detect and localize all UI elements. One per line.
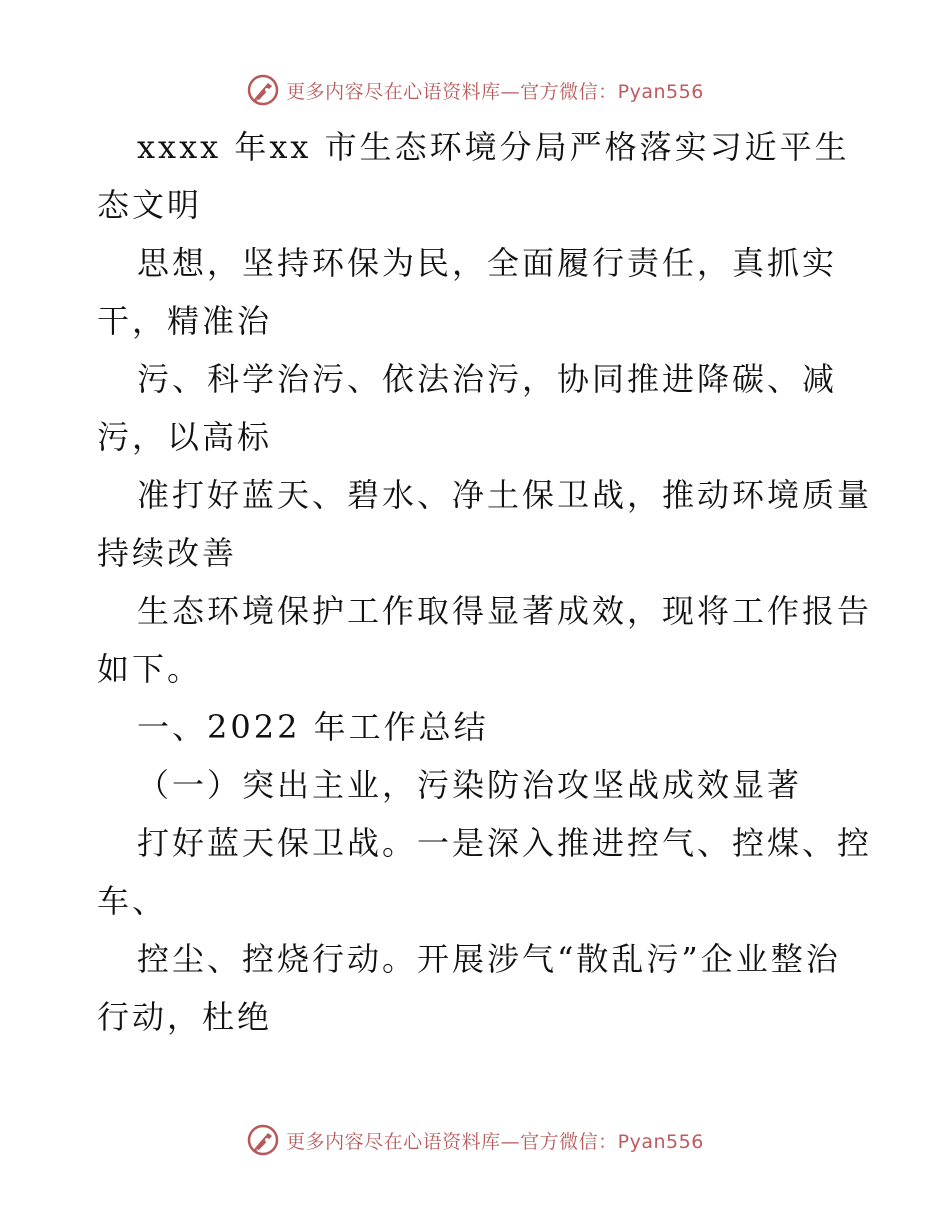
header-banner (0, 70, 950, 110)
text-line: 行动，杜绝 (97, 998, 273, 1036)
wechat-id: Pyan556 (617, 1130, 704, 1153)
text-line: 污、科学治污、依法治污，协同推进降碳、减 (137, 360, 838, 398)
text-line: 一、2022 年工作总结 (137, 708, 489, 746)
pen-circle-logo-icon (246, 1123, 280, 1157)
text-line: 打好蓝天保卫战。一是深入推进控气、控煤、控 (137, 824, 873, 862)
banner-text: 更多内容尽在心语资料库—官方微信：Pyan556 (286, 80, 704, 103)
text-line: 干，精准治 (97, 302, 273, 340)
text-line: 污，以高标 (97, 418, 273, 456)
text-line: 如下。 (97, 650, 203, 688)
text-line: 准打好蓝天、碧水、净土保卫战，推动环境质量 (137, 476, 873, 514)
text-line: 态文明 (97, 186, 203, 224)
footer-banner (0, 1120, 950, 1160)
document-body (97, 118, 873, 1046)
text-line: 控尘、控烧行动。开展涉气“散乱污”企业整治 (137, 940, 841, 978)
text-line: （一）突出主业，污染防治攻坚战成效显著 (137, 766, 803, 804)
text-line: 车、 (97, 882, 168, 920)
wechat-id: Pyan556 (617, 80, 704, 103)
banner-text: 更多内容尽在心语资料库—官方微信：Pyan556 (286, 1130, 704, 1153)
text-line: xxxx 年xx 市生态环境分局严格落实习近平生 (137, 128, 850, 166)
pen-circle-logo-icon (246, 73, 280, 107)
text-line: 生态环境保护工作取得显著成效，现将工作报告 (137, 592, 873, 630)
text-line: 思想，坚持环保为民，全面履行责任，真抓实 (137, 244, 838, 282)
text-line: 持续改善 (97, 534, 238, 572)
